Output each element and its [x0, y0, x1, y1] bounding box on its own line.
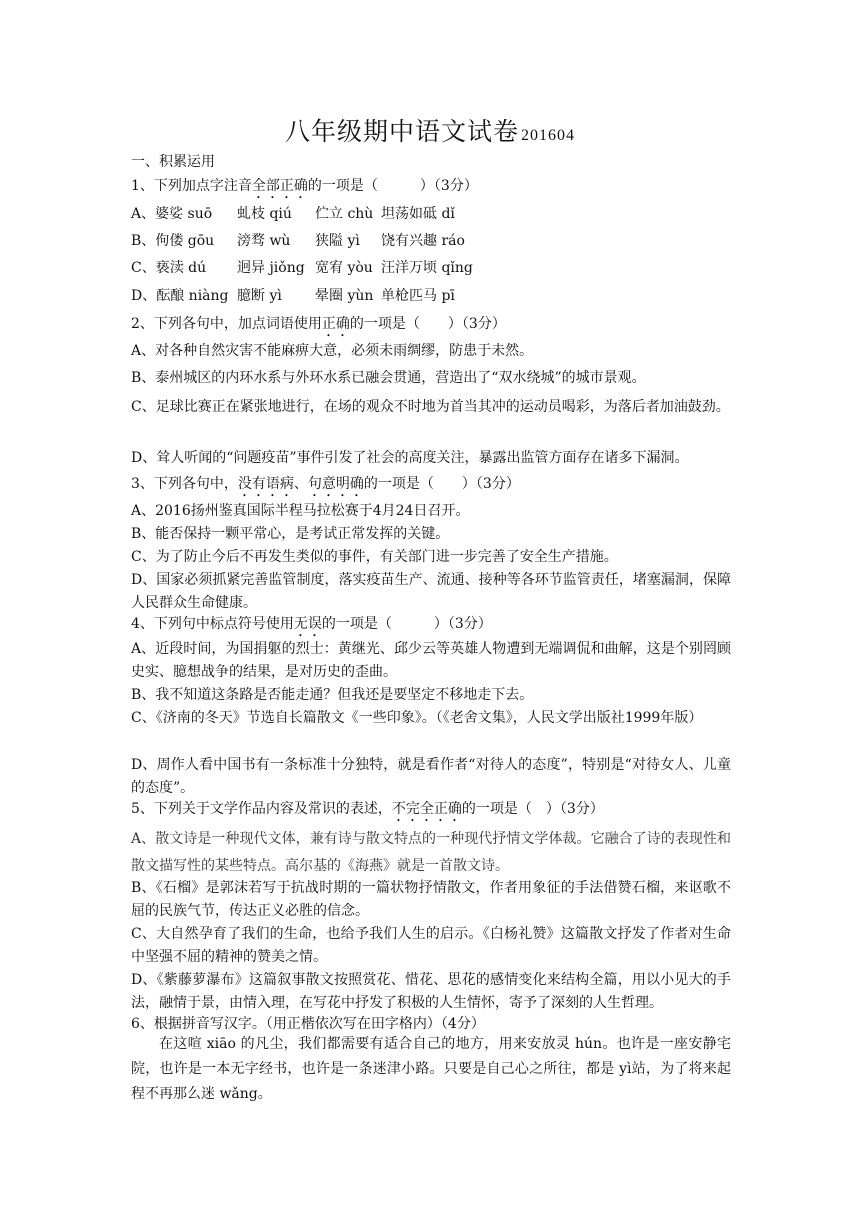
q1-option-d [131, 286, 731, 306]
q4-option-d: D、周作人看中国书有一条标准十分独特，就是看作者“对待人的态度”，特别是“对待女人、儿童的态度”。 [131, 757, 731, 796]
q3-option-d: D、国家必须抓紧完善监管制度，落实疫苗生产、流通、接种等各环节监管责任，堵塞漏洞，保障人民群众生命健康。 [131, 572, 731, 611]
q1-d-3: 晕圈 yùn [315, 288, 374, 304]
q1-b-1: B、佝偻 gōu [131, 233, 215, 249]
q5-stem-a: 5、下列关于文学作品内容及常识的表述， [131, 801, 392, 817]
q2-option-c: C、足球比赛正在紧张地进行，在场的观众不时地为首当其冲的运动员喝彩，为落后者加油鼓劲。 [131, 399, 730, 415]
q1-option-b [131, 231, 731, 251]
q2-option-d: D、耸人听闻的“问题疫苗”事件引发了社会的高度关注，暴露出监管方面存在诸多下漏洞。 [131, 450, 689, 466]
q2-stem-dot: 正确 [321, 316, 350, 332]
q1-c-1: C、亵渎 dú [131, 260, 207, 276]
q3-option-b: B、能否保持一颗平常心，是考试正常发挥的关键。 [131, 526, 450, 542]
question-4-stem [131, 614, 731, 640]
q1-d-2: 臆断 yì [237, 288, 282, 304]
q5-option-b: B、《石榴》是郭沫若写于抗战时期的一篇状物抒情散文，作者用象征的手法借赞石榴，来讴歌不屈的民族气节，传达正义必胜的信念。 [131, 880, 731, 919]
q1-a-4: 坦荡如砥 dǐ [381, 206, 455, 222]
q4-option-a: A、近段时间，为国捐躯的烈士：黄继光、邱少云等英雄人物遭到无端调侃和曲解，这是个别罔顾史实、臆想战争的结果，是对历史的歪曲。 [131, 641, 731, 680]
question-2-stem [131, 314, 731, 340]
q1-d-1: D、酝酿 niàng [131, 288, 229, 304]
q1-stem-a: 1、下列加点字注音 [131, 178, 252, 194]
q1-d-4: 单枪匹马 pī [381, 288, 455, 304]
q5-option-d: D、《紫藤萝瀑布》这篇叙事散文按照赏花、惜花、思花的感情变化来结构全篇，用以小见大的手法，融情于景，由情入理，在写花中抒发了积极的人生情怀，寄予了深刻的人生哲理。 [131, 972, 731, 1011]
q3-stem-a: 3、下列各句中， [131, 476, 238, 492]
q3-option-a: A、2016扬州鉴真国际半程马拉松赛于4月24日召开。 [131, 503, 470, 519]
q2-stem-b: 的一项是（ ）（3分） [349, 316, 506, 332]
q1-option-a [131, 204, 731, 224]
title-code: 201604 [521, 127, 575, 144]
q1-c-4: 汪洋万顷 qǐng [381, 260, 473, 276]
q6-paragraph: 在这喧 xiāo 的凡尘，我们都需要有适合自己的地方，用来安放灵 hún。也许是一座安静宅院，也许是一本无字经书，也许是一条迷津小路。只要是自己心之所往，都是 yì站，为了将来起程不再那么迷 wǎng。 [131, 1036, 731, 1102]
q5-stem-dot: 不完全正确 [391, 801, 462, 817]
q4-option-c: C、《济南的冬天》节选自长篇散文《一些印象》。（《老舍文集》，人民文学出版社1999年版） [131, 710, 703, 726]
q2-option-b: B、泰州城区的内环水系与外环水系已融会贯通，营造出了“双水绕城”的城市景观。 [131, 370, 646, 386]
q1-b-3: 狭隘 yì [315, 233, 360, 249]
q5-stem-b: 的一项是（ ）（3分） [461, 801, 604, 817]
q3-option-c: C、为了防止今后不再发生类似的事件，有关部门进一步完善了安全生产措施。 [131, 549, 618, 565]
q1-c-2: 迥异 jiǒng [237, 260, 305, 276]
q4-stem-b: 的一项是（ ）（3分） [321, 616, 492, 632]
q4-stem-dot: 无误 [293, 616, 322, 632]
question-5-stem [131, 799, 731, 825]
question-1-stem [131, 176, 731, 202]
q2-stem-a: 2、下列各句中，加点词语使用 [131, 316, 322, 332]
title-text: 八年级期中语文试卷 [284, 117, 519, 146]
q1-a-1: A、婆娑 suō [131, 206, 213, 222]
q1-a-2: 虬枝 qiú [237, 206, 292, 222]
question-6-stem: 6、根据拼音写汉字。（用正楷依次写在田字格内）（4分） [131, 1016, 485, 1032]
q5-option-c: C、大自然孕育了我们的生命，也给予我们人生的启示。《白杨礼赞》这篇散文抒发了作者对生命中坚强不屈的精神的赞美之情。 [131, 926, 731, 965]
section-heading: 一、积累运用 [131, 154, 215, 170]
q1-c-3: 宽宥 yòu [315, 260, 373, 276]
page-title [0, 112, 860, 148]
q1-option-c [131, 258, 731, 278]
q3-stem-b: 的一项是（ ）（3分） [363, 476, 520, 492]
q1-stem-b: 的一项是（ ）（3分） [307, 178, 478, 194]
q2-option-a: A、对各种自然灾害不能麻痹大意，必须未雨绸缪，防患于未然。 [131, 343, 534, 359]
q3-stem-dot: 没有语病、句意明确 [237, 476, 364, 492]
q4-stem-a: 4、下列句中标点符号使用 [131, 616, 294, 632]
q1-stem-dot: 全部正确 [251, 178, 308, 194]
q5-option-a: A、散文诗是一种现代文体，兼有诗与散文特点的一种现代抒情文学体裁。它融合了诗的表现性和散文描写性的某些特点。高尔基的《海燕》就是一首散文诗。 [131, 831, 731, 874]
q1-a-3: 伫立 chù [315, 206, 374, 222]
q1-b-2: 滂骛 wù [237, 233, 291, 249]
q4-option-b: B、我不知道这条路是否能走通？但我还是要坚定不移地走下去。 [131, 687, 534, 703]
question-3-stem [131, 474, 731, 500]
q1-b-4: 饶有兴趣 ráo [381, 233, 465, 249]
